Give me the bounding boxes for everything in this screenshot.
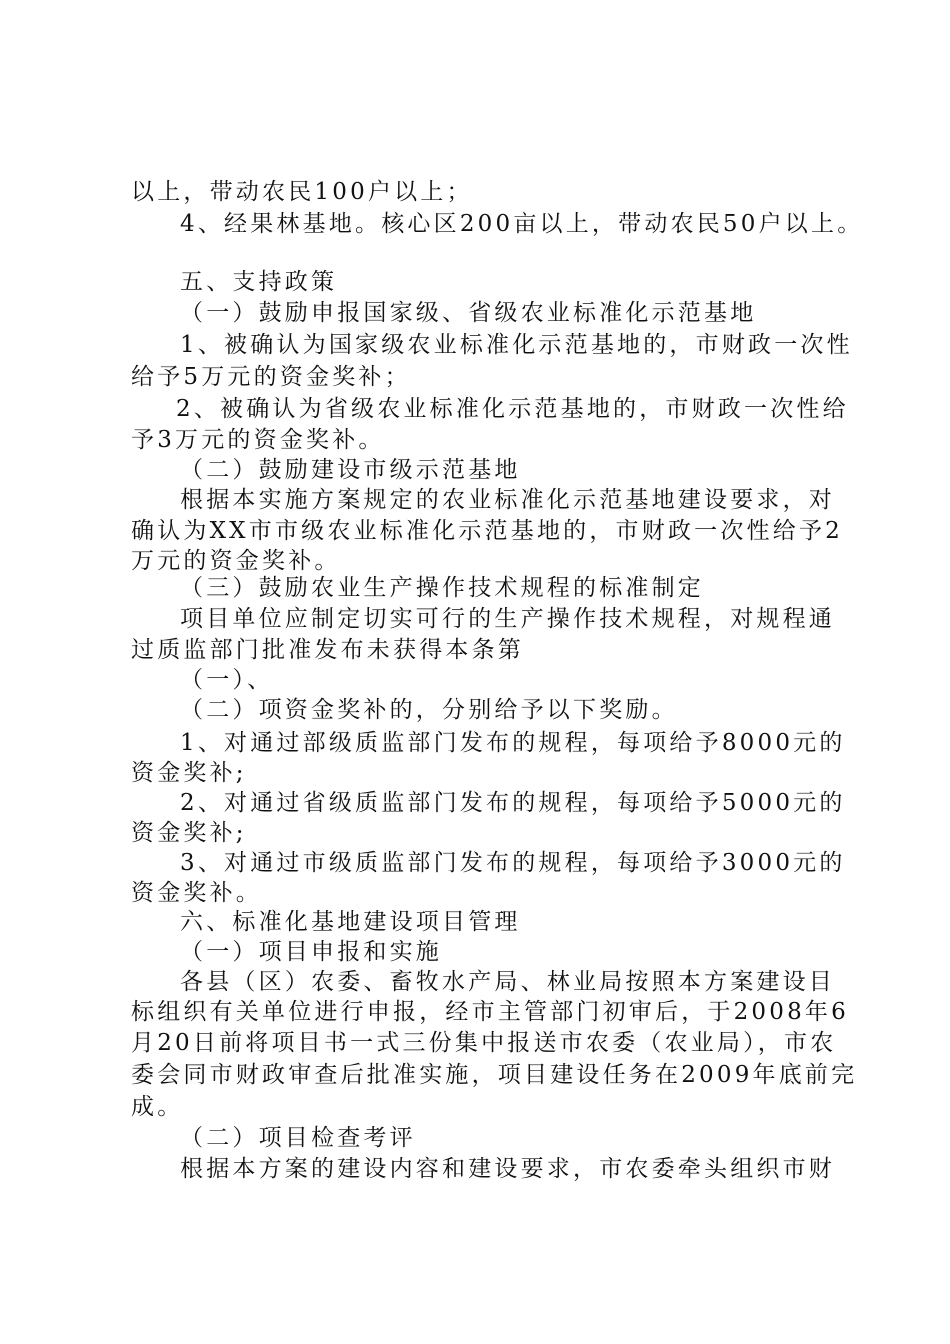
text-line: 予3万元的资金奖补。 [131, 427, 385, 453]
text-line: 万元的资金奖补。 [131, 548, 341, 574]
text-line: 根据本方案的建设内容和建设要求，市农委牵头组织市财 [180, 1156, 835, 1182]
text-line: 1、被确认为国家级农业标准化示范基地的，市财政一次性 [180, 332, 853, 358]
section-heading: 六、标准化基地建设项目管理 [180, 909, 521, 935]
text-line: 1、对通过部级质监部门发布的规程，每项给予8000元的 [180, 730, 846, 756]
text-line: 各县（区）农委、畜牧水产局、林业局按照本方案建设目 [180, 969, 835, 995]
text-line: 以上，带动农民100户以上； [131, 179, 473, 205]
text-line: 标组织有关单位进行申报，经市主管部门初审后，于2008年6 [131, 999, 849, 1025]
text-line: 2、被确认为省级农业标准化示范基地的，市财政一次性给 [176, 396, 849, 422]
text-line: 根据本实施方案规定的农业标准化示范基地建设要求，对 [180, 487, 835, 513]
text-line: 资金奖补。 [131, 880, 262, 906]
subsection-heading: （一）鼓励申报国家级、省级农业标准化示范基地 [180, 300, 757, 326]
subsection-heading: （二）鼓励建设市级示范基地 [180, 457, 521, 483]
text-line: 月20日前将项目书一式三份集中报送市农委（农业局），市农 [131, 1030, 837, 1056]
text-line: 3、对通过市级质监部门发布的规程，每项给予3000元的 [180, 850, 846, 876]
text-line: 过质监部门批准发布未获得本条第 [131, 637, 524, 663]
text-line: 4、经果林基地。核心区200亩以上，带动农民50户以上。 [180, 211, 864, 237]
text-line: 资金奖补; [131, 760, 247, 786]
text-line: 委会同市财政审查后批准实施，项目建设任务在2009年底前完 [131, 1062, 858, 1088]
subsection-heading: （一）项目申报和实施 [180, 939, 442, 965]
subsection-heading: （二）项目检查考评 [180, 1125, 416, 1151]
text-line: 项目单位应制定切实可行的生产操作技术规程，对规程通 [180, 606, 835, 632]
text-line: （二）项资金奖补的，分别给予以下奖励。 [180, 697, 678, 723]
text-line: 确认为XX市市级农业标准化示范基地的，市财政一次性给予2 [131, 518, 843, 544]
text-line: 资金奖补; [131, 820, 247, 846]
subsection-heading: （三）鼓励农业生产操作技术规程的标准制定 [180, 575, 704, 601]
text-line: 2、对通过省级质监部门发布的规程，每项给予5000元的 [180, 790, 846, 816]
section-heading: 五、支持政策 [180, 269, 338, 295]
text-line: 给予5万元的资金奖补； [131, 364, 411, 390]
text-line: （一）、 [180, 667, 274, 693]
text-line: 成。 [131, 1094, 184, 1120]
